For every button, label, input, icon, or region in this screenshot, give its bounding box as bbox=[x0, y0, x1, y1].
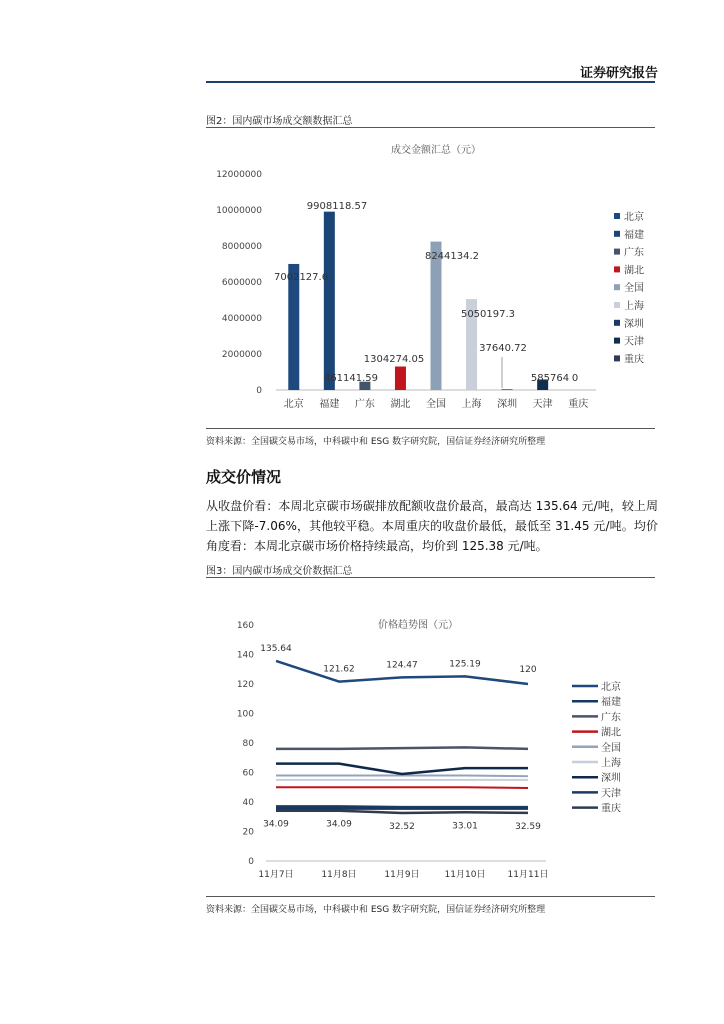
data-label: 121.62 bbox=[323, 664, 355, 675]
y-tick-label: 4000000 bbox=[221, 314, 262, 324]
y-tick-label: 120 bbox=[236, 680, 254, 690]
x-tick-label: 11月10日 bbox=[444, 870, 486, 880]
y-tick-label: 60 bbox=[242, 768, 254, 779]
series-line-全国 bbox=[276, 775, 528, 776]
data-label: 5050197.3 bbox=[460, 309, 516, 320]
data-label: 585764 bbox=[530, 373, 570, 384]
y-tick-label: 40 bbox=[242, 798, 254, 808]
bar-chart-title: 成交金额汇总（元） bbox=[391, 145, 481, 156]
legend-swatch bbox=[614, 302, 620, 308]
data-label: 37640.72 bbox=[479, 343, 527, 354]
data-label: 461141.59 bbox=[323, 373, 379, 384]
legend-label: 广东 bbox=[624, 247, 644, 259]
data-label: 7002127.6 bbox=[274, 272, 329, 283]
header-rule bbox=[206, 81, 655, 83]
legend-label: 北京 bbox=[601, 682, 621, 693]
data-label: 125.19 bbox=[449, 659, 481, 670]
y-tick-label: 12000000 bbox=[216, 170, 262, 180]
y-tick-label: 0 bbox=[248, 857, 254, 867]
legend-label: 福建 bbox=[624, 229, 644, 241]
y-tick-label: 8000000 bbox=[221, 242, 262, 252]
figure2-top-rule bbox=[206, 127, 655, 128]
data-label: 33.01 bbox=[452, 821, 478, 832]
data-label: 34.09 bbox=[326, 819, 352, 830]
x-tick-label: 11月7日 bbox=[258, 870, 294, 880]
legend-swatch bbox=[614, 355, 620, 361]
data-label: 0 bbox=[571, 373, 579, 384]
legend-swatch bbox=[614, 249, 620, 255]
legend-swatch bbox=[614, 213, 620, 219]
data-label: 1304274.05 bbox=[363, 354, 425, 365]
data-label: 34.09 bbox=[263, 819, 289, 830]
legend-label: 北京 bbox=[624, 212, 644, 223]
x-tick-label: 湖北 bbox=[390, 399, 411, 410]
legend-swatch bbox=[614, 338, 620, 344]
legend-label: 深圳 bbox=[624, 318, 644, 330]
bar-深圳 bbox=[502, 389, 513, 390]
legend-swatch bbox=[614, 320, 620, 326]
figure3-bottom-rule bbox=[206, 896, 655, 897]
legend-label: 天津 bbox=[624, 336, 644, 348]
series-line-深圳 bbox=[276, 764, 528, 774]
x-tick-label: 11月9日 bbox=[384, 870, 420, 880]
y-tick-label: 160 bbox=[236, 621, 254, 631]
x-tick-label: 11月11日 bbox=[507, 870, 549, 880]
series-line-广东 bbox=[276, 747, 528, 748]
bar-湖北 bbox=[395, 367, 406, 390]
data-label: 9908118.57 bbox=[306, 201, 368, 212]
section-title: 成交价情况 bbox=[206, 468, 282, 486]
figure3-top-rule bbox=[206, 577, 655, 578]
y-tick-label: 2000000 bbox=[221, 350, 262, 360]
data-label: 120 bbox=[519, 665, 537, 675]
data-label: 124.47 bbox=[386, 660, 418, 671]
y-tick-label: 100 bbox=[236, 709, 254, 720]
data-label: 32.59 bbox=[515, 821, 541, 832]
x-tick-label: 上海 bbox=[461, 399, 482, 410]
x-tick-label: 广东 bbox=[354, 399, 375, 410]
report-header-title: 证券研究报告 bbox=[579, 66, 658, 81]
figure2-source: 资料来源：全国碳交易市场，中科碳中和 ESG 数字研究院，国信证券经济研究所整理 bbox=[206, 437, 546, 447]
y-tick-label: 10000000 bbox=[216, 206, 262, 216]
bar-chart bbox=[206, 135, 658, 425]
series-line-重庆 bbox=[276, 811, 528, 813]
y-tick-label: 6000000 bbox=[221, 278, 262, 288]
series-line-天津 bbox=[276, 806, 528, 807]
x-tick-label: 重庆 bbox=[568, 399, 589, 410]
legend-label: 天津 bbox=[601, 788, 621, 800]
line-chart-title: 价格趋势图（元） bbox=[378, 620, 458, 631]
figure2-bottom-rule bbox=[206, 428, 655, 429]
data-label: 8244134.2 bbox=[424, 251, 480, 262]
legend-swatch bbox=[614, 284, 620, 290]
y-tick-label: 20 bbox=[242, 827, 254, 838]
x-tick-label: 深圳 bbox=[497, 399, 518, 410]
data-label: 32.52 bbox=[389, 822, 415, 833]
legend-swatch bbox=[614, 266, 620, 272]
figure2-caption: 图2：国内碳市场成交额数据汇总 bbox=[206, 116, 353, 127]
legend-label: 湖北 bbox=[624, 265, 644, 277]
legend-label: 上海 bbox=[601, 758, 621, 769]
legend-label: 全国 bbox=[601, 742, 621, 754]
series-line-湖北 bbox=[276, 787, 528, 788]
y-tick-label: 140 bbox=[236, 650, 254, 661]
legend-label: 广东 bbox=[601, 712, 621, 724]
figure3-source: 资料来源：全国碳交易市场，中科碳中和 ESG 数字研究院，国信证券经济研究所整理 bbox=[206, 905, 546, 915]
legend-label: 福建 bbox=[601, 697, 621, 709]
bar-全国 bbox=[431, 242, 442, 390]
legend-label: 上海 bbox=[624, 301, 644, 312]
y-tick-label: 0 bbox=[256, 386, 262, 396]
y-tick-label: 80 bbox=[242, 739, 254, 749]
section-paragraph: 从收盘价看：本周北京碳市场碳排放配额收盘价最高，最高达 135.64 元/吨，较上周上涨下降-7.06%，其他较平稳。本周重庆的收盘价最低，最低至 31.45 元/吨。均价角度看：本周北京碳市场价格持续最高，均价到 125.38 元/吨。 bbox=[206, 499, 658, 553]
bar-福建 bbox=[324, 212, 335, 390]
legend-label: 重庆 bbox=[624, 354, 644, 366]
legend-swatch bbox=[614, 231, 620, 237]
legend-label: 湖北 bbox=[601, 727, 621, 739]
legend-label: 深圳 bbox=[601, 773, 621, 785]
x-tick-label: 福建 bbox=[319, 399, 340, 410]
data-label: 135.64 bbox=[260, 643, 292, 654]
x-tick-label: 11月8日 bbox=[321, 870, 357, 880]
legend-label: 全国 bbox=[624, 283, 644, 295]
x-tick-label: 天津 bbox=[532, 399, 553, 410]
x-tick-label: 北京 bbox=[283, 399, 304, 410]
figure3-caption: 图3：国内碳市场成交价数据汇总 bbox=[206, 566, 353, 577]
x-tick-label: 全国 bbox=[426, 399, 446, 410]
legend-label: 重庆 bbox=[601, 803, 621, 815]
line-chart bbox=[206, 600, 658, 890]
